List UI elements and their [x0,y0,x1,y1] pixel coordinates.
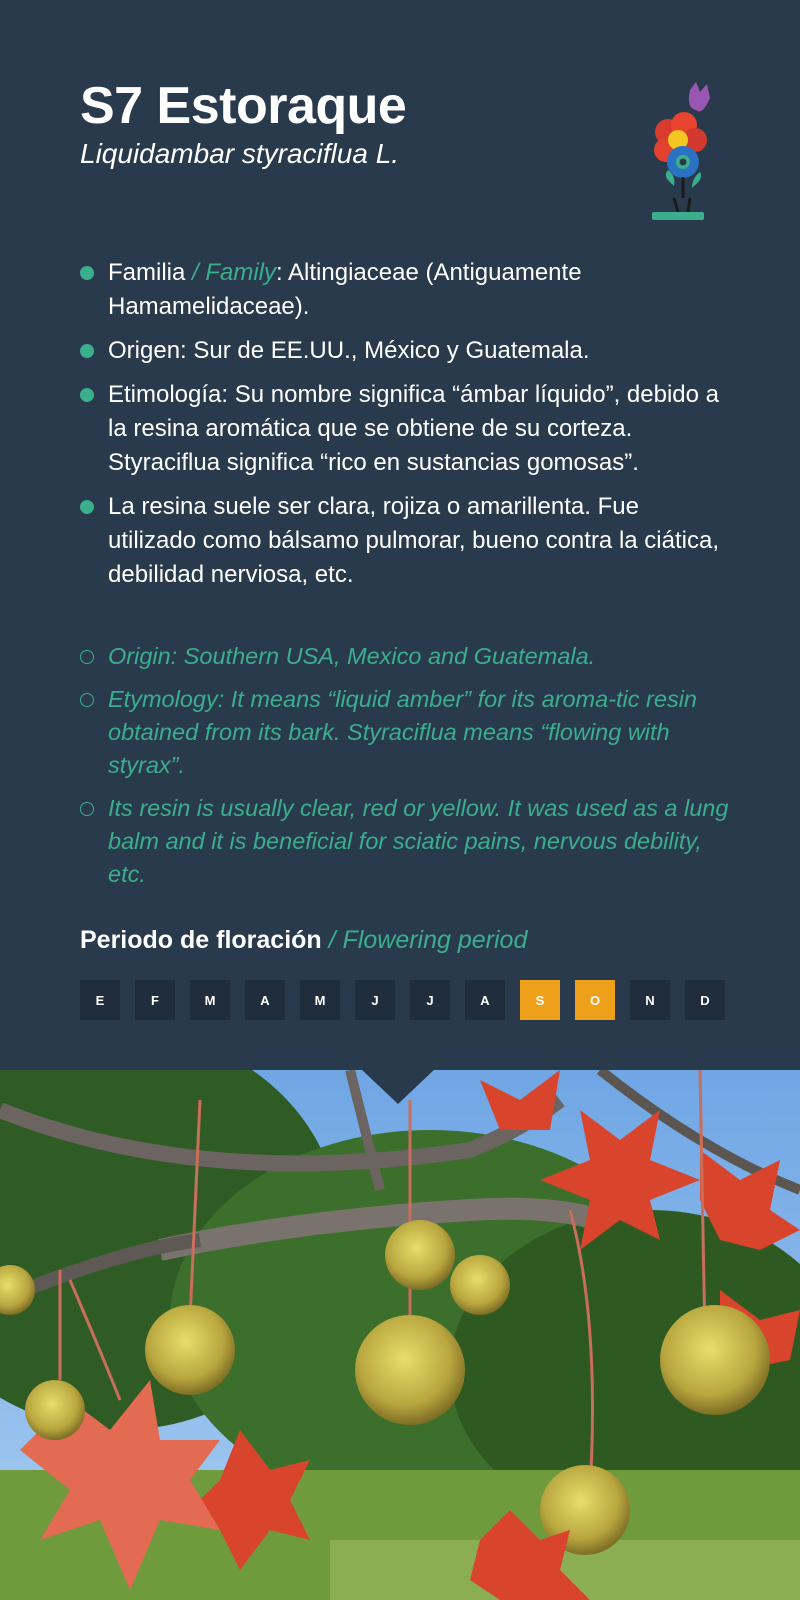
photo-notch [360,1068,436,1104]
month-cell: M [190,980,230,1020]
list-item-etymology-en: Etymology: It means “liquid amber” for its aroma-tic resin obtained from its bark. Styraciflua means “flowing with styrax”. [80,683,730,782]
month-cell: J [355,980,395,1020]
month-cell: E [80,980,120,1020]
scientific-name: Liquidambar styraciflua L. [80,138,400,169]
flowering-period-heading: Periodo de floración / Flowering period [80,926,528,954]
flowering-months [80,980,725,1020]
list-item-resin: La resina suele ser clara, rojiza o amarillenta. Fue utilizado como bálsamo pulmorar, bueno contra la ciática, debilidad nerviosa, etc. [80,490,730,592]
filled-bullet-icon [80,266,94,280]
page-title: S7 Estoraque [80,77,407,135]
month-cell: N [630,980,670,1020]
hollow-bullet-icon [80,693,94,707]
list-item-etymology: Etimología: Su nombre significa “ámbar líquido”, debido a la resina aromática que se obtiene de su corteza. Styraciflua significa “rico en sustancias gomosas”. [80,378,730,480]
month-cell: S [520,980,560,1020]
filled-bullet-icon [80,344,94,358]
sweetgum-photo-image [0,1070,800,1600]
hollow-bullet-icon [80,650,94,664]
month-cell: A [465,980,505,1020]
list-item-origin-en: Origin: Southern USA, Mexico and Guatemala. [80,640,730,673]
month-cell: O [575,980,615,1020]
month-cell: M [300,980,340,1020]
flower-figure-logo-icon [650,80,720,225]
month-cell: J [410,980,450,1020]
english-details-list [80,640,730,901]
tree-photo [0,1070,800,1600]
filled-bullet-icon [80,500,94,514]
filled-bullet-icon [80,388,94,402]
hollow-bullet-icon [80,802,94,816]
list-item-family: Familia / Family: Altingiaceae (Antiguamente Hamamelidaceae). [80,256,730,324]
month-cell: D [685,980,725,1020]
spanish-details-list [80,256,730,602]
list-item-origin: Origen: Sur de EE.UU., México y Guatemala. [80,334,730,368]
month-cell: F [135,980,175,1020]
month-cell: A [245,980,285,1020]
list-item-resin-en: Its resin is usually clear, red or yellow. It was used as a lung balm and it is beneficial for sciatic pains, nervous debility, etc. [80,792,730,891]
